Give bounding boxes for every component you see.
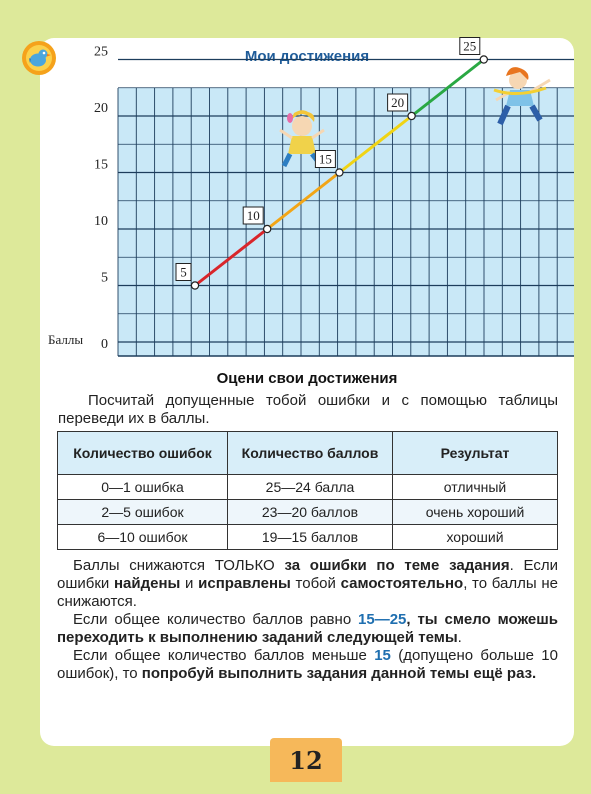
- results-table: [57, 431, 558, 550]
- y-tick-label: 10: [94, 214, 108, 229]
- y-axis-label: Баллы: [48, 332, 84, 347]
- cell-result: очень хороший: [393, 500, 558, 525]
- data-label: 25: [463, 38, 477, 54]
- data-point: [480, 56, 487, 63]
- table-row: [58, 500, 558, 525]
- cell-points: 19—15 баллов: [228, 525, 393, 550]
- rule-paragraph-3: Если общее количество баллов меньше 15 (допущено больше 10 ошибок), то попробуй выполнить задания данной темы ещё раз.: [57, 647, 558, 682]
- cell-points: 25—24 балла: [228, 475, 393, 500]
- data-label: 15: [318, 151, 332, 167]
- page-number: 12: [270, 738, 342, 782]
- y-tick-label: 15: [94, 157, 108, 173]
- header-result: Результат: [393, 432, 558, 475]
- cell-errors: 0—1 ошибка: [58, 475, 228, 500]
- intro-text: Посчитай допущенные тобой ошибки и с помощью таблицы переведи их в баллы.: [58, 392, 558, 427]
- rule-paragraph-1: Баллы снижаются ТОЛЬКО за ошибки по теме задания. Если ошибки найдены и исправлены тобой самостоятельно, то баллы не снижаются.: [57, 557, 558, 610]
- cell-result: хороший: [393, 525, 558, 550]
- data-point: [191, 282, 198, 289]
- chart-title: Мои достижения: [244, 48, 370, 65]
- cell-errors: 2—5 ошибок: [58, 500, 228, 525]
- table-header-row: [58, 432, 558, 475]
- section-title: Оцени свои достижения: [216, 370, 398, 387]
- y-tick-label: 0: [101, 337, 108, 352]
- rule-paragraph-2: Если общее количество баллов равно 15—25, ты смело можешь переходить к выполнению заданий следующей темы.: [57, 611, 558, 646]
- rules-text: [57, 557, 558, 683]
- data-point: [336, 169, 343, 176]
- data-point: [408, 112, 415, 119]
- table-row: [58, 525, 558, 550]
- data-label: 5: [180, 264, 187, 280]
- y-tick-labels: [94, 45, 108, 353]
- header-points: Количество баллов: [228, 432, 393, 475]
- cell-errors: 6—10 ошибок: [58, 525, 228, 550]
- plot-area: [118, 88, 574, 356]
- cell-points: 23—20 баллов: [228, 500, 393, 525]
- table-row: [58, 475, 558, 500]
- header-errors: Количество ошибок: [58, 432, 228, 475]
- y-tick-label: 5: [101, 270, 108, 286]
- y-tick-label: 20: [94, 101, 108, 116]
- data-label: 20: [391, 95, 405, 110]
- data-point: [264, 225, 271, 232]
- y-tick-label: 25: [94, 44, 108, 60]
- cell-result: отличный: [393, 475, 558, 500]
- data-label: 10: [246, 208, 260, 223]
